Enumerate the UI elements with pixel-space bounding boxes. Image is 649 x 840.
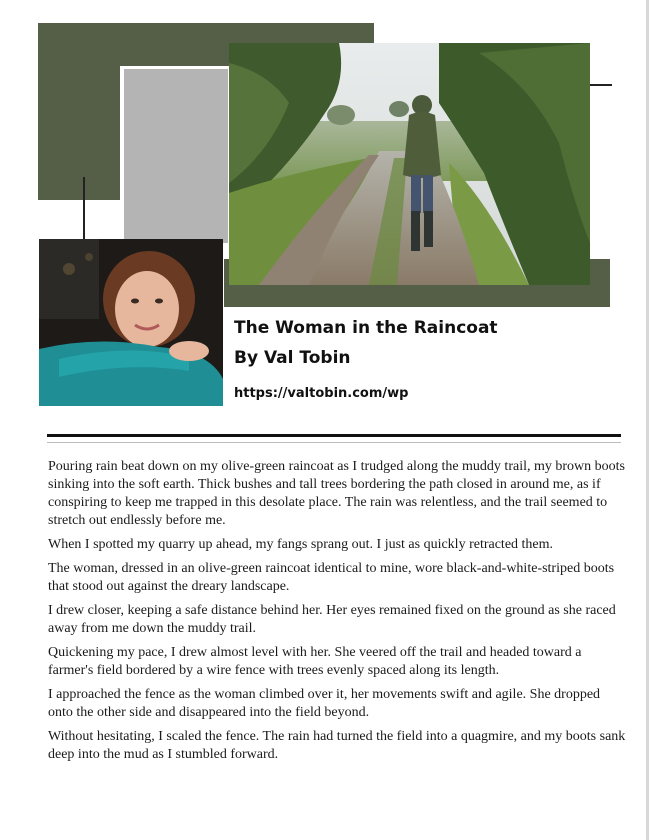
author-photo [39, 239, 223, 406]
story-paragraph: When I spotted my quarry up ahead, my fangs sprang out. I just as quickly retracted them. [48, 537, 554, 552]
story-paragraph: I drew closer, keeping a safe distance behind her. Her eyes remained fixed on the ground as she raced away from me down the muddy trail. [48, 603, 616, 636]
story-paragraph: I approached the fence as the woman climbed over it, her movements swift and agile. She dropped onto the other side and disappeared into the field beyond. [48, 687, 601, 720]
trail-photo [229, 43, 590, 285]
author-website-link[interactable]: https://valtobin.com/wp [234, 386, 409, 401]
story-paragraph: Without hesitating, I scaled the fence. The rain had turned the field into a quagmire, and my boots sank deep into the mud as I stumbled forward. [48, 729, 626, 762]
horizontal-decor-line [590, 84, 612, 86]
story-paragraph: The woman, dressed in an olive-green raincoat identical to mine, wore black-and-white-striped boots that stood out against the dreary landscape. [48, 561, 615, 594]
divider-thin [47, 442, 621, 443]
story-body [48, 458, 626, 770]
story-paragraph: Pouring rain beat down on my olive-green raincoat as I trudged along the muddy trail, my brown boots sinking into the soft earth. Thick bushes and tall trees bordering the path closed in around me, as if conspiring to keep me trapped in this desolate place. The rain was relentless, and the trail seemed to stretch out endlessly before me. [48, 459, 625, 528]
divider-thick [47, 434, 621, 437]
gray-decor-block [124, 69, 228, 243]
page-title: The Woman in the Raincoat [234, 318, 498, 338]
story-paragraph: Quickening my pace, I drew almost level with her. She veered off the trail and headed toward a farmer's field bordered by a wire fence with trees evenly spaced along its length. [48, 645, 582, 678]
vertical-decor-line [83, 177, 85, 240]
author-byline: By Val Tobin [234, 348, 351, 368]
